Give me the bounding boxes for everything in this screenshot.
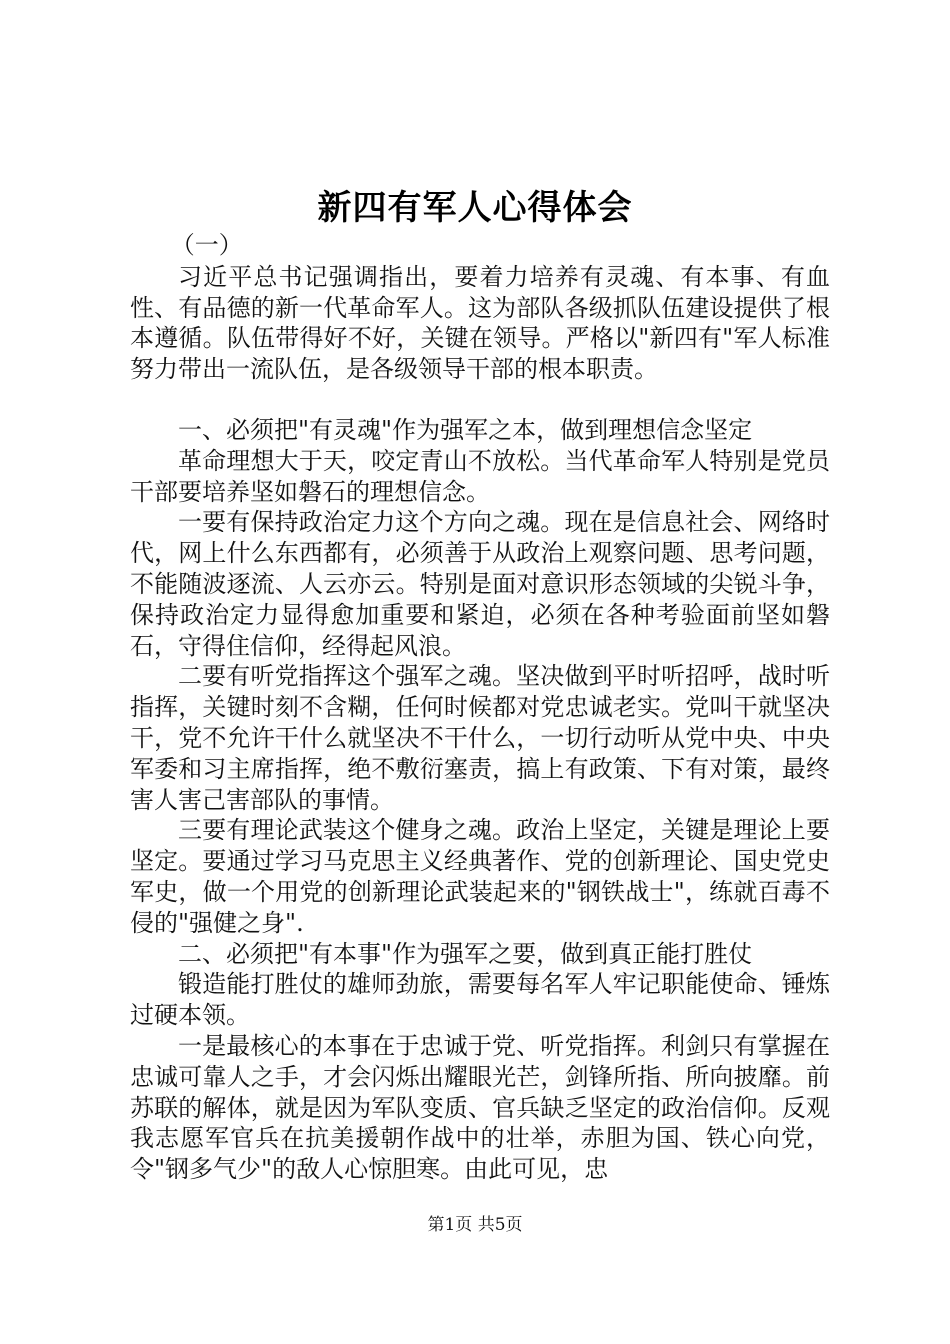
page-footer: 第1页 共5页 bbox=[427, 1215, 523, 1235]
document-title: 新四有军人心得体会 bbox=[317, 188, 633, 228]
paragraph-4: 三要有理论武装这个健身之魂。政治上坚定，关键是理论上要坚定。要通过学习马克思主义经典著作、党的创新理论、国史党史军史，做一个用党的创新理论武装起来的"钢铁战士"，练就百毒不侵的"强健之身". bbox=[130, 816, 830, 937]
section-number: （一） bbox=[170, 231, 243, 259]
paragraph-1: 革命理想大于天，咬定青山不放松。当代革命军人特别是党员干部要培养坚如磐石的理想信念。 bbox=[130, 446, 830, 506]
intro-paragraph: 习近平总书记强调指出，要着力培养有灵魂、有本事、有血性、有品德的新一代革命军人。这为部队各级抓队伍建设提供了根本遵循。队伍带得好不好，关键在领导。严格以"新四有"军人标准努力带出一流队伍，是各级领导干部的根本职责。 bbox=[130, 262, 830, 384]
section-heading-1: 一、必须把"有灵魂"作为强军之本，做到理想信念坚定 bbox=[178, 415, 753, 444]
paragraph-6: 一是最核心的本事在于忠诚于党、听党指挥。利剑只有掌握在忠诚可靠人之手，才会闪烁出耀眼光芒，剑锋所指、所向披靡。前苏联的解体，就是因为军队变质、官兵缺乏坚定的政治信仰。反观我志愿军官兵在抗美援朝作战中的壮举，赤胆为国、铁心向党，令"钢多气少"的敌人心惊胆寒。由此可见，忠 bbox=[130, 1031, 830, 1184]
paragraph-5: 锻造能打胜仗的雄师劲旅，需要每名军人牢记职能使命、锤炼过硬本领。 bbox=[130, 970, 830, 1030]
paragraph-3: 二要有听党指挥这个强军之魂。坚决做到平时听招呼，战时听指挥，关键时刻不含糊，任何时候都对党忠诚老实。党叫干就坚决干，党不允许干什么就坚决不干什么，一切行动听从党中央、中央军委和习主席指挥，绝不敷衍塞责，搞上有政策、下有对策，最终害人害己害部队的事情。 bbox=[130, 662, 830, 814]
paragraph-2: 一要有保持政治定力这个方向之魂。现在是信息社会、网络时代，网上什么东西都有，必须善于从政治上观察问题、思考问题，不能随波逐流、人云亦云。特别是面对意识形态领域的尖锐斗争，保持政治定力显得愈加重要和紧迫，必须在各种考验面前坚如磐石，守得住信仰，经得起风浪。 bbox=[130, 508, 830, 660]
document-body bbox=[130, 230, 830, 1185]
section-heading-2: 二、必须把"有本事"作为强军之要，做到真正能打胜仗 bbox=[178, 939, 753, 968]
